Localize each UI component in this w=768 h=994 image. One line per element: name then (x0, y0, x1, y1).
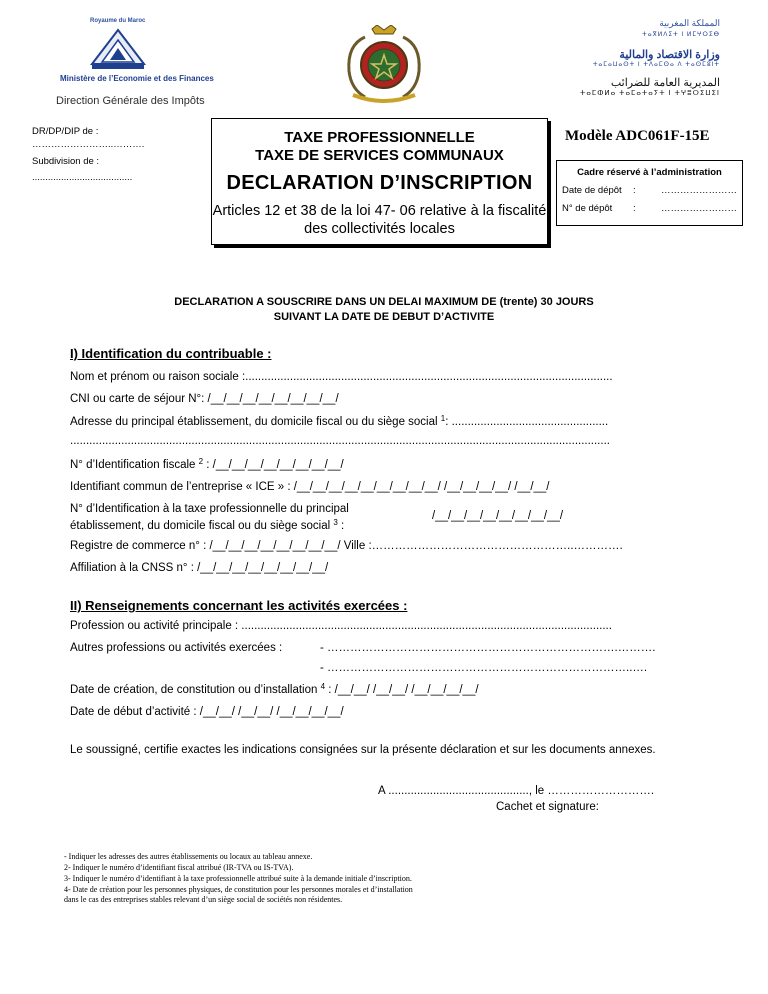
adresse-dots: : ................................................. (445, 416, 609, 428)
title-box (211, 118, 548, 245)
num-depot-field[interactable]: …………………… (661, 203, 737, 214)
adresse-label: Adresse du principal établissement, du domicile fiscal ou du siège social (70, 416, 438, 428)
tp-label-text: établissement, du domicile fiscal ou du siège social (70, 520, 331, 532)
date-depot-field[interactable]: …………………… (661, 185, 737, 196)
ministry-name: Ministère de l’Economie et des Finances (60, 74, 214, 83)
adresse-field[interactable] (70, 414, 608, 428)
dr-label: DR/DP/DIP de : (32, 126, 99, 137)
num-depot-label: N° de dépôt (562, 203, 613, 214)
dgi-tifinagh: ⵜⴰⵎⵀⵍⴰ ⵜⴰⵎⴰⵜⴰⵢⵜ ⵏ ⵜⵖⵓⵔⵉⵡⵉⵏ (579, 90, 720, 97)
subdivision-field[interactable]: ...................................... (32, 172, 133, 183)
tp-label-colon: : (337, 520, 345, 532)
footnote-3: 3- Indiquer le numéro d’identifiant à la taxe professionnelle attribué suite à la demande initiale d’inscription. (64, 874, 412, 883)
footnote-2: 2- Indiquer le numéro d’identifiant fiscal attribué (IR-TVA ou IS-TVA). (64, 863, 294, 872)
footnote-ref-3: 3 (333, 518, 338, 527)
coat-of-arms-icon (335, 25, 433, 105)
ministry-arabic: وزارة الاقتصاد والمالية (619, 49, 720, 61)
tp-label-line-2 (70, 518, 344, 532)
ministry-tifinagh: ⵜⴰⵎⴰⵡⴰⵙⵜ ⵏ ⵜⴷⴰⵎⵙⴰ ⴷ ⵜⴰⵙⵎⵓⵏⵜ (592, 62, 720, 68)
nom-field[interactable]: Nom et prénom ou raison sociale :................................................................................................................... (70, 371, 613, 383)
cnss-field[interactable]: Affiliation à la CNSS n° : /__/__/__/__/__/__/__/__/ (70, 562, 329, 574)
modele-reference: Modèle ADC061F-15E (565, 128, 710, 144)
admin-box-title: Cadre réservé à l’administration (577, 167, 722, 178)
num-depot-colon: : (633, 203, 636, 214)
kingdom-label: Royaume du Maroc (90, 18, 146, 24)
cachet-signature-label: Cachet et signature: (496, 801, 599, 813)
tp-label-line-1: N° d’Identification à la taxe professionnelle du principal (70, 503, 349, 515)
section-2-title: II) Renseignements concernant les activités exercées : (70, 598, 408, 613)
rc-field[interactable]: Registre de commerce n° : /__/__/__/__/__/__/__/__/ Ville :……………………………………………..…………. (70, 540, 623, 552)
notice-line-2: SUIVANT LA DATE DE DEBUT D’ACTIVITE (273, 311, 495, 323)
ministry-emblem-icon (88, 28, 148, 74)
debut-field[interactable]: Date de début d’activité : /__/__/ /__/__/ /__/__/__/__/ (70, 706, 344, 718)
autres-field-2[interactable]: - ……………………………………………………………………..…. (320, 662, 648, 674)
ministry-logo (60, 18, 214, 88)
creation-label: Date de création, de constitution ou d’installation (70, 684, 318, 696)
dgi-arabic: المديرية العامة للضرائب (610, 77, 720, 89)
certification-text: Le soussigné, certifie exactes les indications consignées sur la présente déclaration et sur les documents annexes. (70, 744, 656, 756)
footnote-4: 4- Date de création pour les personnes physiques, de constitution pour les personnes morales et d’installation (64, 885, 413, 894)
kingdom-tifinagh: ⵜⴰⴳⵍⴷⵉⵜ ⵏ ⵍⵎⵖⵔⵉⴱ (642, 32, 720, 38)
title-declaration: DECLARATION D’INSCRIPTION (226, 172, 533, 194)
footnote-4-cont: dans le cas des entreprises stables relevant d’un siège social de sociétés non résidentes. (64, 895, 343, 904)
subdivision-label: Subdivision de : (32, 156, 100, 167)
date-depot-label: Date de dépôt (562, 185, 622, 196)
if-label: N° d’Identification fiscale (70, 459, 196, 471)
creation-boxes: : /__/__/ /__/__/ /__/__/__/__/ (325, 684, 479, 696)
if-field[interactable] (70, 457, 344, 471)
adresse-field-line-2[interactable]: ......................................................................................................................................................................... (70, 435, 610, 447)
ice-field[interactable]: Identifiant commun de l’entreprise « ICE » : /__/__/__/__/__/__/__/__/__/ /__/__/__/__/ /__/__/ (70, 481, 550, 493)
title-taxe-services: TAXE DE SERVICES COMMUNAUX (255, 147, 504, 164)
tp-field[interactable]: /__/__/__/__/__/__/__/__/ (432, 510, 564, 522)
footnote-1: - Indiquer les adresses des autres établissements ou locaux au tableau annexe. (64, 852, 313, 861)
if-boxes: : /__/__/__/__/__/__/__/__/ (203, 459, 344, 471)
title-articles: Articles 12 et 38 de la loi 47- 06 relative à la fiscalité des collectivités locales (212, 203, 547, 237)
footnote-ref-1: 1 (440, 414, 446, 423)
arabic-ministry-logo (560, 18, 720, 110)
footnote-ref-4: 4 (320, 682, 326, 691)
kingdom-arabic: المملكة المغربية (659, 18, 720, 28)
admin-box (556, 160, 743, 226)
creation-field[interactable] (70, 682, 479, 696)
autres-label: Autres professions ou activités exercées : (70, 642, 283, 654)
section-1-title: I) Identification du contribuable : (70, 346, 272, 361)
notice-line-1: DECLARATION A SOUSCRIRE DANS UN DELAI MAXIMUM DE (trente) 30 JOURS (174, 296, 594, 308)
title-taxe-professionnelle: TAXE PROFESSIONNELLE (284, 129, 475, 146)
date-depot-colon: : (633, 185, 636, 196)
autres-field-1[interactable]: - ………………………………………………………………….………. (320, 642, 656, 654)
signature-place-date[interactable]: A ............................................, le ………………………. (378, 785, 655, 797)
cni-field[interactable]: CNI ou carte de séjour N°: /__/__/__/__/__/__/__/__/ (70, 393, 339, 405)
profession-field[interactable]: Profession ou activité principale : .................................................................................................................... (70, 620, 612, 632)
dgi-label: Direction Générale des Impôts (56, 95, 205, 107)
dr-field[interactable]: ……………………..………. (32, 139, 145, 150)
footnote-ref-2: 2 (198, 457, 204, 466)
